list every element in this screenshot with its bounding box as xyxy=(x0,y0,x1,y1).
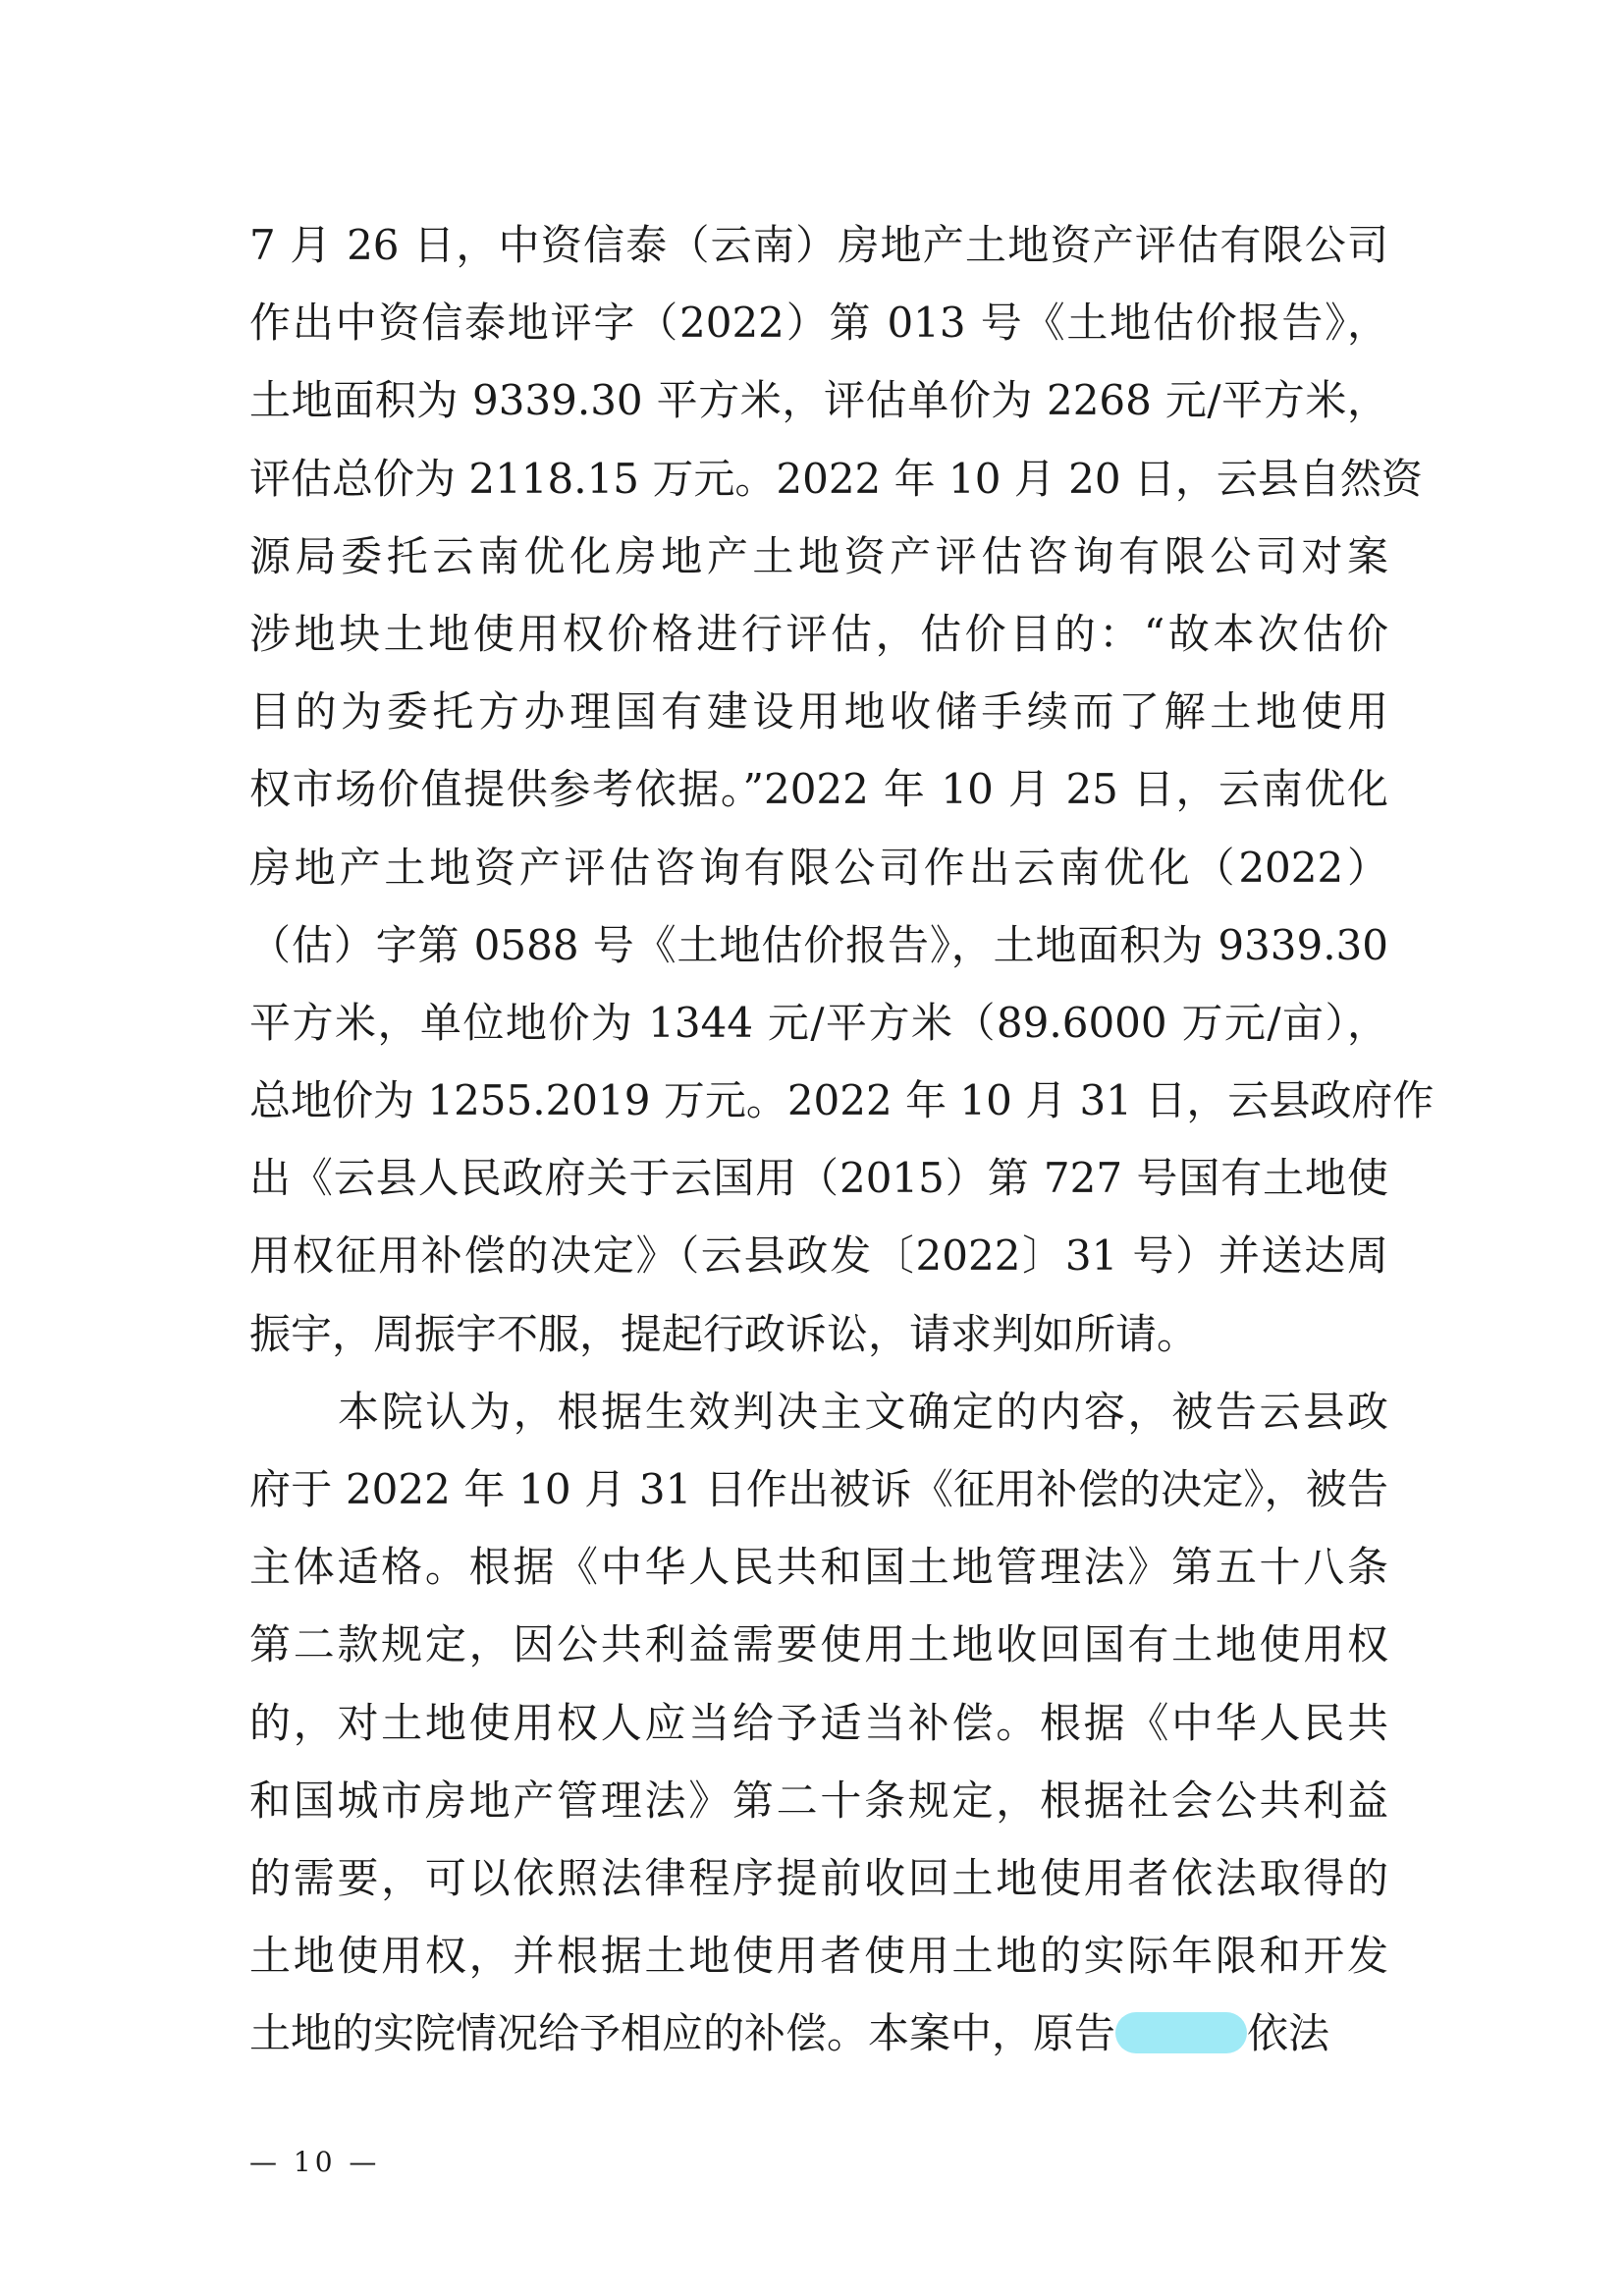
text-line: 用权征用补偿的决定》（云县政发〔2022〕31 号）并送达周 xyxy=(249,1231,1388,1281)
text-line: 出《云县人民政府关于云国用（2015）第 727 号国有土地使 xyxy=(249,1154,1388,1203)
text-line: 本院认为，根据生效判决主文确定的内容，被告云县政 xyxy=(338,1387,1388,1436)
text-line: 7 月 26 日，中资信泰（云南）房地产土地资产评估有限公司 xyxy=(249,221,1388,269)
text-line: 评估总价为 2118.15 万元。2022 年 10 月 20 日，云县自然资 xyxy=(249,454,1423,503)
text-line: 涉地块土地使用权价格进行评估，估价目的：“故本次估价 xyxy=(249,609,1388,658)
text-line: 第二款规定，因公共利益需要使用土地收回国有土地使用权 xyxy=(249,1620,1388,1669)
page-number: — 10 — xyxy=(249,2146,381,2178)
text-line: （估）字第 0588 号《土地估价报告》，土地面积为 9339.30 xyxy=(249,920,1388,969)
text-line: 源局委托云南优化房地产土地资产评估咨询有限公司对案 xyxy=(249,531,1388,580)
text-line: 作出中资信泰地评字（2022）第 013 号《土地估价报告》， xyxy=(249,299,1388,348)
text-line: 的，对土地使用权人应当给予适当补偿。根据《中华人民共 xyxy=(249,1698,1388,1747)
text-line: 土地面积为 9339.30 平方米，评估单价为 2268 元/平方米， xyxy=(249,376,1388,425)
text-line: 振宇，周振宇不服，提起行政诉讼，请求判如所请。 xyxy=(249,1309,1199,1358)
redaction-mark xyxy=(1115,2012,1247,2053)
text-line: 房地产土地资产评估咨询有限公司作出云南优化（2022） xyxy=(249,843,1388,892)
text-line: 权市场价值提供参考依据。”2022 年 10 月 25 日，云南优化 xyxy=(249,765,1388,814)
text-line-with-redaction xyxy=(249,2006,1388,2084)
body-text xyxy=(249,218,1435,2085)
text-line: 主体适格。根据《中华人民共和国土地管理法》第五十八条 xyxy=(249,1543,1388,1592)
text-line: 总地价为 1255.2019 万元。2022 年 10 月 31 日，云县政府作 xyxy=(249,1076,1435,1125)
text-line: 土地使用权，并根据土地使用者使用土地的实际年限和开发 xyxy=(249,1932,1388,1981)
text-line: 平方米，单位地价为 1344 元/平方米（89.6000 万元/亩）， xyxy=(249,998,1388,1047)
text-line-head: 土地的实院情况给予相应的补偿。本案中，原告 xyxy=(249,2009,1116,2058)
text-line: 府于 2022 年 10 月 31 日作出被诉《征用补偿的决定》，被告 xyxy=(249,1465,1388,1513)
text-line: 目的为委托方办理国有建设用地收储手续而了解土地使用 xyxy=(249,687,1388,737)
text-line-tail: 依法 xyxy=(1247,2009,1330,2058)
text-line: 和国城市房地产管理法》第二十条规定，根据社会公共利益 xyxy=(249,1776,1388,1825)
text-line: 的需要，可以依照法律程序提前收回土地使用者依法取得的 xyxy=(249,1853,1388,1902)
